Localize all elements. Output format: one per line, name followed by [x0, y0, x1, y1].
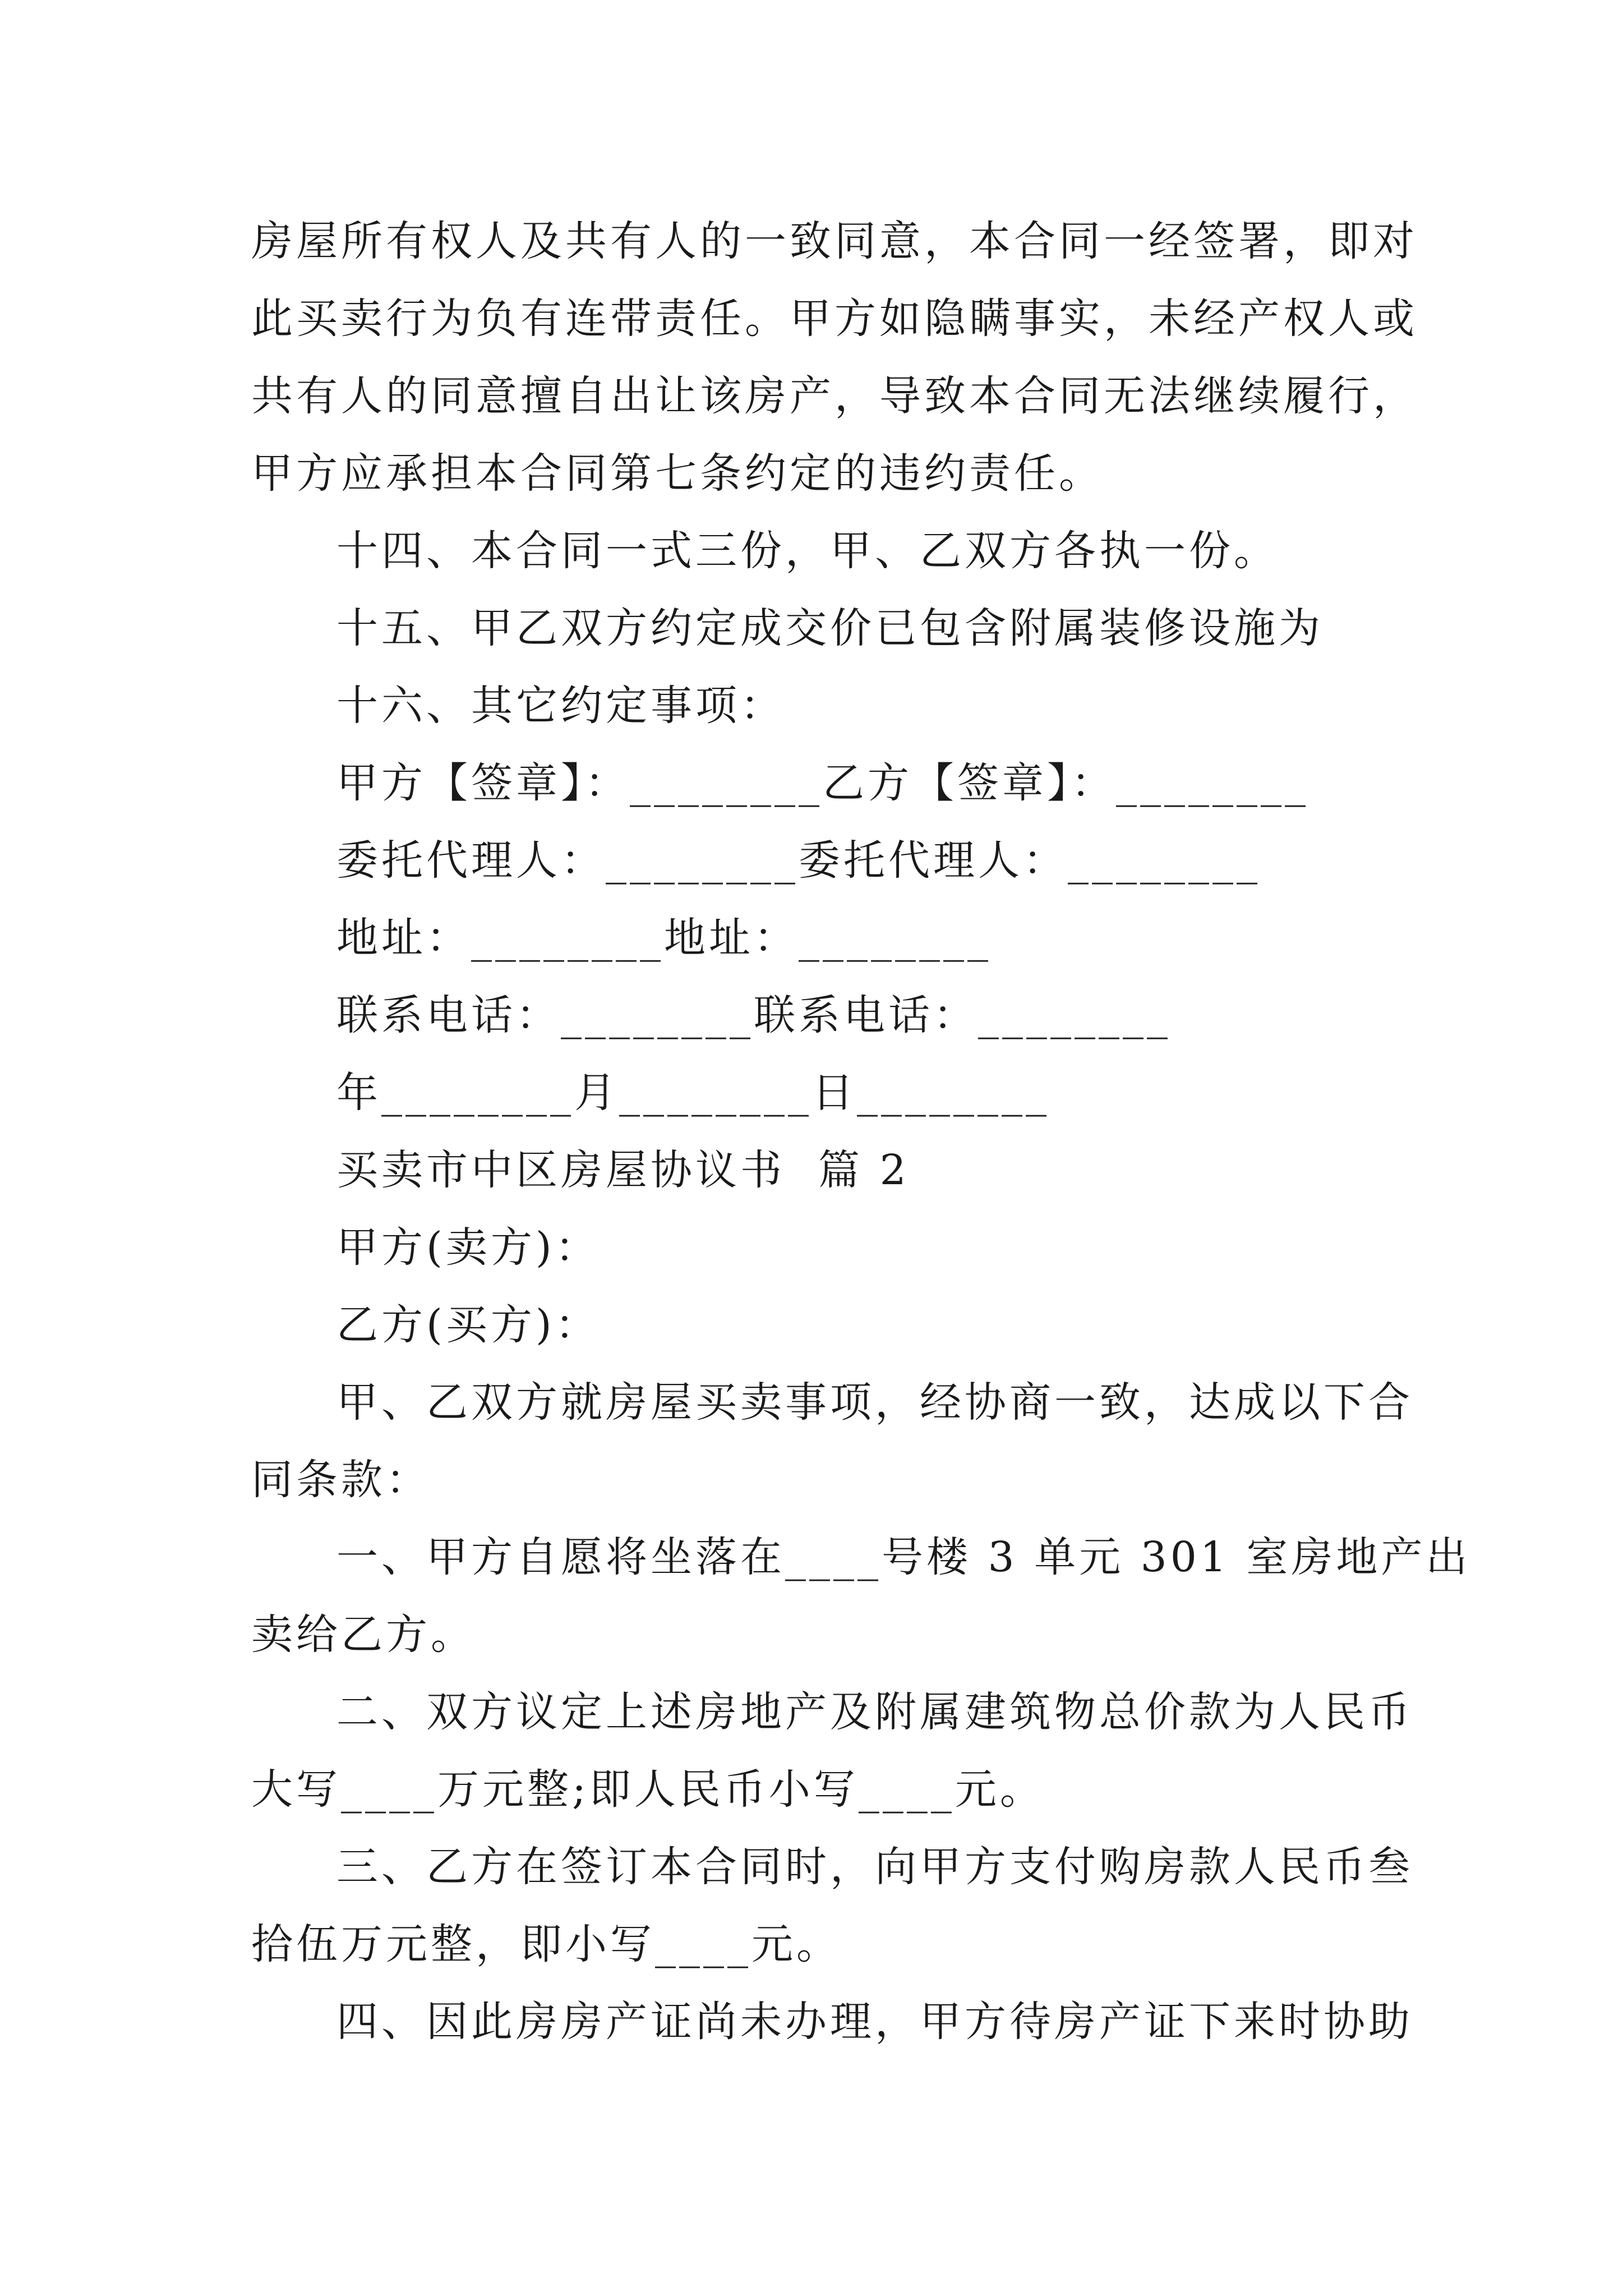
text-line: 一、甲方自愿将坐落在____号楼 3 单元 301 室房地产出 — [336, 1533, 1471, 1581]
text-line: 拾伍万元整，即小写____元。 — [251, 1920, 841, 1968]
text-line: 二、双方议定上述房地产及附属建筑物总价款为人民币 — [336, 1688, 1413, 1736]
date-line: 年________月________日________ — [336, 1069, 1050, 1117]
text-line: 十五、甲乙双方约定成交价已包含附属装修设施为 — [336, 604, 1324, 652]
text-line: 大写____万元整;即人民币小写____元。 — [251, 1765, 1045, 1814]
signature-line: 甲方【签章】：________乙方【签章】：________ — [336, 759, 1309, 807]
text-line: 四、因此房房产证尚未办理，甲方待房产证下来时协助 — [336, 1998, 1413, 2046]
agent-line: 委托代理人：________委托代理人：________ — [336, 836, 1261, 885]
section-title: 买卖市中区房屋协议书 篇 2 — [336, 1146, 910, 1194]
text-line: 十四、本合同一式三份，甲、乙双方各执一份。 — [336, 527, 1279, 575]
text-line: 同条款： — [251, 1456, 431, 1504]
text-line: 甲方应承担本合同第七条约定的违约责任。 — [251, 449, 1104, 498]
text-line: 此买卖行为负有连带责任。甲方如隐瞒事实，未经产权人或 — [251, 295, 1418, 343]
party-b-line: 乙方(买方)： — [336, 1301, 600, 1349]
text-line: 共有人的同意擅自出让该房产，导致本合同无法继续履行， — [251, 372, 1418, 420]
address-line: 地址：________地址：________ — [336, 914, 992, 962]
text-line: 卖给乙方。 — [251, 1611, 476, 1659]
text-line: 十六、其它约定事项： — [336, 682, 785, 730]
text-line: 甲、乙双方就房屋买卖事项，经协商一致，达成以下合 — [336, 1378, 1413, 1427]
text-line: 房屋所有权人及共有人的一致同意，本合同一经签署，即对 — [251, 217, 1418, 265]
phone-line: 联系电话：________联系电话：________ — [336, 991, 1171, 1039]
party-a-line: 甲方(卖方)： — [336, 1223, 600, 1272]
text-line: 三、乙方在签订本合同时，向甲方支付购房款人民币叁 — [336, 1843, 1413, 1891]
